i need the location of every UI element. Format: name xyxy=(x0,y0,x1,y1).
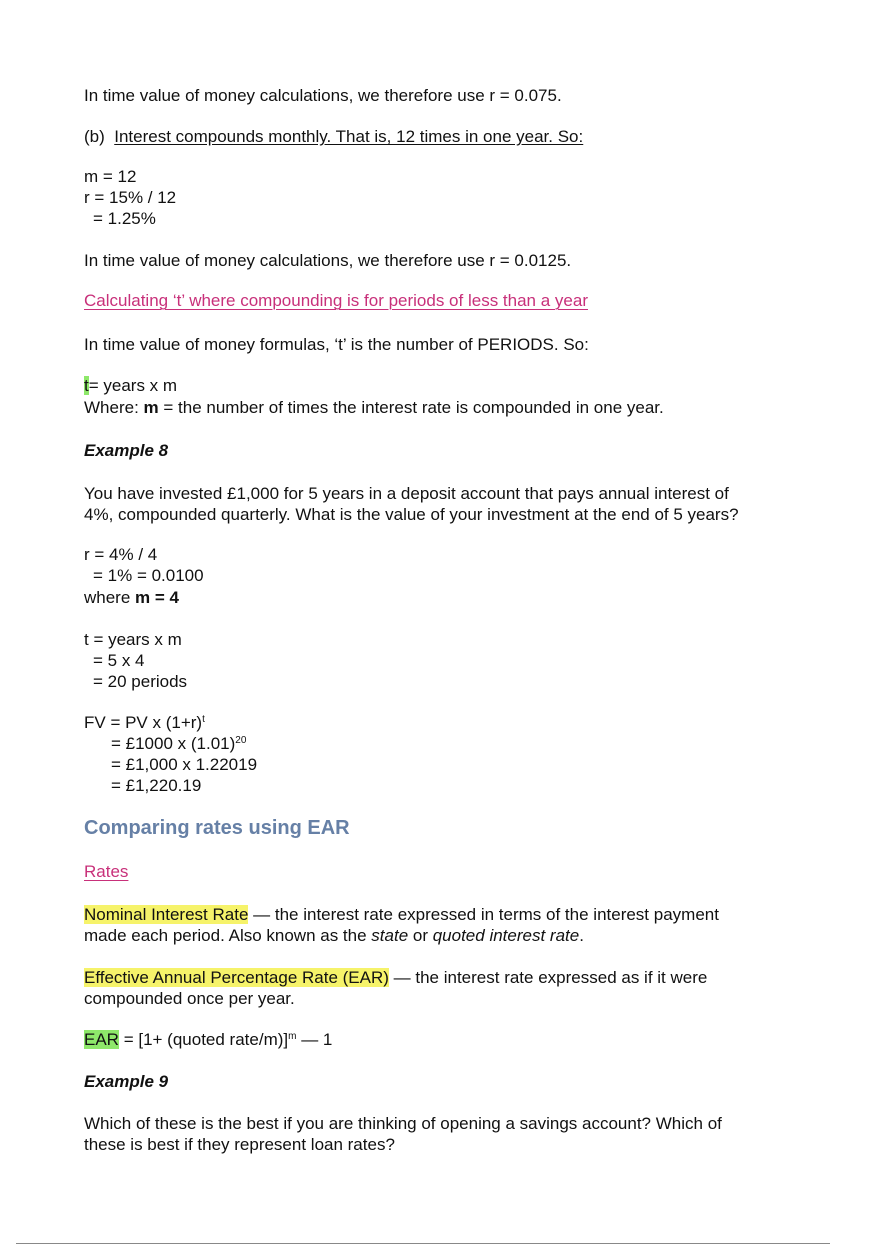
paragraph: these is best if they represent loan rates? xyxy=(84,1135,395,1154)
example-heading: Example 9 xyxy=(84,1072,169,1091)
footer-divider xyxy=(16,1243,830,1244)
definition: compounded once per year. xyxy=(84,989,295,1008)
formula: = £1000 x (1.01) xyxy=(111,734,236,753)
equation: = 5 x 4 xyxy=(93,651,145,670)
text: where xyxy=(84,588,136,607)
highlight: Nominal Interest Rate xyxy=(84,905,249,924)
equation: = 20 periods xyxy=(93,672,188,691)
equation: m = 12 xyxy=(84,167,137,186)
formula: = years x m xyxy=(88,376,178,395)
paragraph: Which of these is the best if you are thinking of opening a savings account? Which of xyxy=(84,1114,722,1133)
example-heading: Example 8 xyxy=(84,441,169,460)
equation: r = 4% / 4 xyxy=(84,545,158,564)
superscript: t xyxy=(202,714,205,725)
text: = the number of times the interest rate is compounded in one year. xyxy=(158,398,664,417)
equation: r = 15% / 12 xyxy=(84,188,177,207)
equation xyxy=(84,1029,332,1051)
section-heading: Calculating ‘t’ where compounding is for periods of less than a year xyxy=(84,291,588,310)
subsection-heading: Rates xyxy=(84,862,129,881)
definition xyxy=(84,904,719,926)
paragraph: You have invested £1,000 for 5 years in a deposit account that pays annual interest of xyxy=(84,484,729,503)
italic-text: state xyxy=(371,926,409,945)
text: made each period. Also known as the xyxy=(84,926,372,945)
equation xyxy=(84,733,246,755)
subsection-b xyxy=(84,126,583,148)
text: . xyxy=(579,926,584,945)
text: Where: xyxy=(84,398,144,417)
definition xyxy=(84,925,584,947)
text: — the interest rate expressed as if it were xyxy=(388,968,708,987)
formula: — 1 xyxy=(296,1030,333,1049)
equation: = £1,220.19 xyxy=(111,776,202,795)
text: or xyxy=(408,926,433,945)
equation: = 1.25% xyxy=(93,209,156,228)
subsection-title: Interest compounds monthly. That is, 12 times in one year. So: xyxy=(114,127,584,146)
bold-text: m xyxy=(143,398,159,417)
highlight: Effective Annual Percentage Rate (EAR) xyxy=(84,968,389,987)
paragraph xyxy=(84,397,664,419)
section-heading: Comparing rates using EAR xyxy=(84,817,350,839)
equation: t = years x m xyxy=(84,630,182,649)
paragraph: In time value of money calculations, we therefore use r = 0.075. xyxy=(84,86,562,105)
equation: = 1% = 0.0100 xyxy=(93,566,204,585)
italic-text: quoted interest rate xyxy=(432,926,580,945)
superscript: 20 xyxy=(235,735,247,746)
paragraph: In time value of money formulas, ‘t’ is the number of PERIODS. So: xyxy=(84,335,589,354)
formula: = [1+ (quoted rate/m)] xyxy=(118,1030,289,1049)
paragraph: In time value of money calculations, we therefore use r = 0.0125. xyxy=(84,251,572,270)
superscript: m xyxy=(288,1031,297,1042)
highlight: EAR xyxy=(84,1030,119,1049)
text: — the interest rate expressed in terms of the interest payment xyxy=(248,905,719,924)
equation xyxy=(84,587,179,609)
equation xyxy=(84,375,177,397)
formula: FV = PV x (1+r) xyxy=(84,713,203,732)
highlight: t xyxy=(84,376,89,395)
equation: = £1,000 x 1.22019 xyxy=(111,755,258,774)
definition xyxy=(84,967,707,989)
equation xyxy=(84,712,205,734)
paragraph: 4%, compounded quarterly. What is the value of your investment at the end of 5 years? xyxy=(84,505,739,524)
bold-text: m = 4 xyxy=(135,588,179,607)
label: (b) xyxy=(84,127,105,146)
